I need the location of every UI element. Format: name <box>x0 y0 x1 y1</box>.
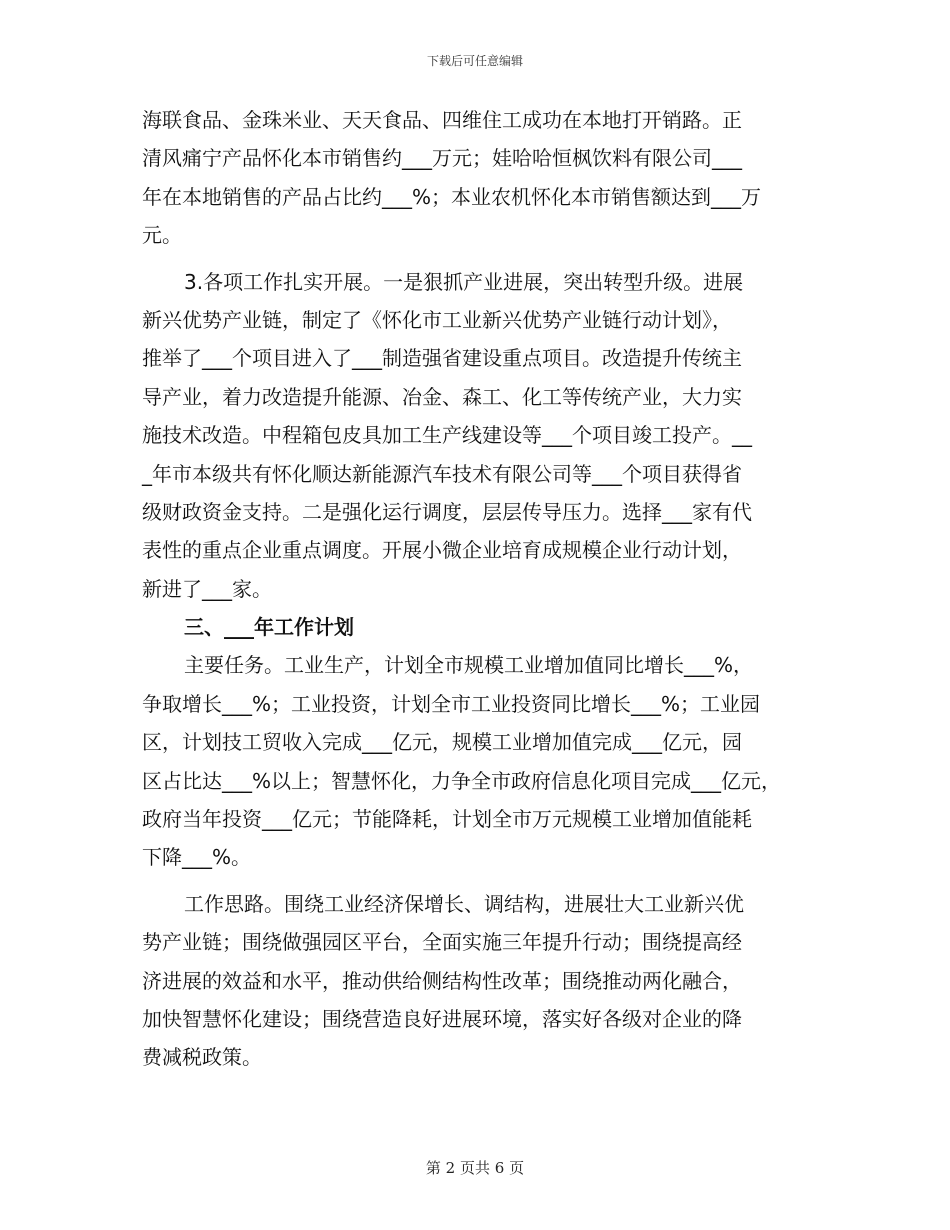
text-line: 下降___%。 <box>142 845 252 870</box>
text-line: 济进展的效益和水平，推动供给侧结构性改革；围绕推动两化融合， <box>142 968 742 993</box>
text-line: 势产业链；围绕做强园区平台，全面实施三年提升行动；围绕提高经 <box>142 930 742 955</box>
text-line: 清风痛宁产品怀化本市销售约___万元；娃哈哈恒枫饮料有限公司___ <box>142 146 742 171</box>
document-body <box>142 110 814 1086</box>
text-line: 争取增长___%；工业投资，计划全市工业投资同比增长___%；工业园 <box>142 691 761 716</box>
text-line: 工作思路。围绕工业经济保增长、调结构，进展壮大工业新兴优 <box>184 891 744 916</box>
paragraph-work <box>142 269 814 618</box>
page-header: 下载后可任意编辑 <box>426 54 523 68</box>
page-footer: 第 2 页共 6 页 <box>425 1159 525 1177</box>
paragraph-ideas <box>142 891 814 1086</box>
text-line: 政府当年投资___亿元；节能降耗，计划全市万元规模工业增加值能耗 <box>142 807 752 832</box>
text-line: 级财政资金支持。二是强化运行调度，层层传导压力。选择___家有代 <box>142 499 752 524</box>
paragraph-tasks <box>142 655 814 885</box>
text-line: 表性的重点企业重点调度。开展小微企业培育成规模企业行动计划， <box>142 538 742 563</box>
text-line: 新兴优势产业链，制定了《怀化市工业新兴优势产业链行动计划》， <box>142 307 732 332</box>
text-line: _年市本级共有怀化顺达新能源汽车技术有限公司等___个项目获得省 <box>142 461 742 486</box>
text-line: 加快智慧怀化建设；围绕营造良好进展环境，落实好各级对企业的降 <box>142 1006 742 1031</box>
text-line: 3.各项工作扎实开展。一是狠抓产业进展，突出转型升级。进展 <box>184 269 744 294</box>
text-line: 新进了___家。 <box>142 576 272 601</box>
text-line: 费减税政策。 <box>142 1045 262 1070</box>
paragraph-sales <box>142 110 814 264</box>
text-line: 海联食品、金珠米业、天天食品、四维住工成功在本地打开销路。正 <box>142 108 742 132</box>
text-line: 主要任务。工业生产，计划全市规模工业增加值同比增长___%， <box>184 653 754 678</box>
text-line: 导产业，着力改造提升能源、冶金、森工、化工等传统产业，大力实 <box>142 384 742 409</box>
text-line: 施技术改造。中程箱包皮具加工生产线建设等___个项目竣工投产。__ <box>142 423 752 448</box>
section-heading: 三、___年工作计划 <box>184 615 354 640</box>
text-line: 区，计划技工贸收入完成___亿元，规模工业增加值完成___亿元，园 <box>142 730 742 755</box>
text-line: 年在本地销售的产品占比约___%；本业农机怀化本市销售额达到___万 <box>142 184 762 209</box>
text-line: 元。 <box>142 223 182 248</box>
text-line: 区占比达___%以上；智慧怀化，力争全市政府信息化项目完成___亿元， <box>142 768 782 793</box>
text-line: 推举了___个项目进入了___制造强省建设重点项目。改造提升传统主 <box>142 346 742 371</box>
